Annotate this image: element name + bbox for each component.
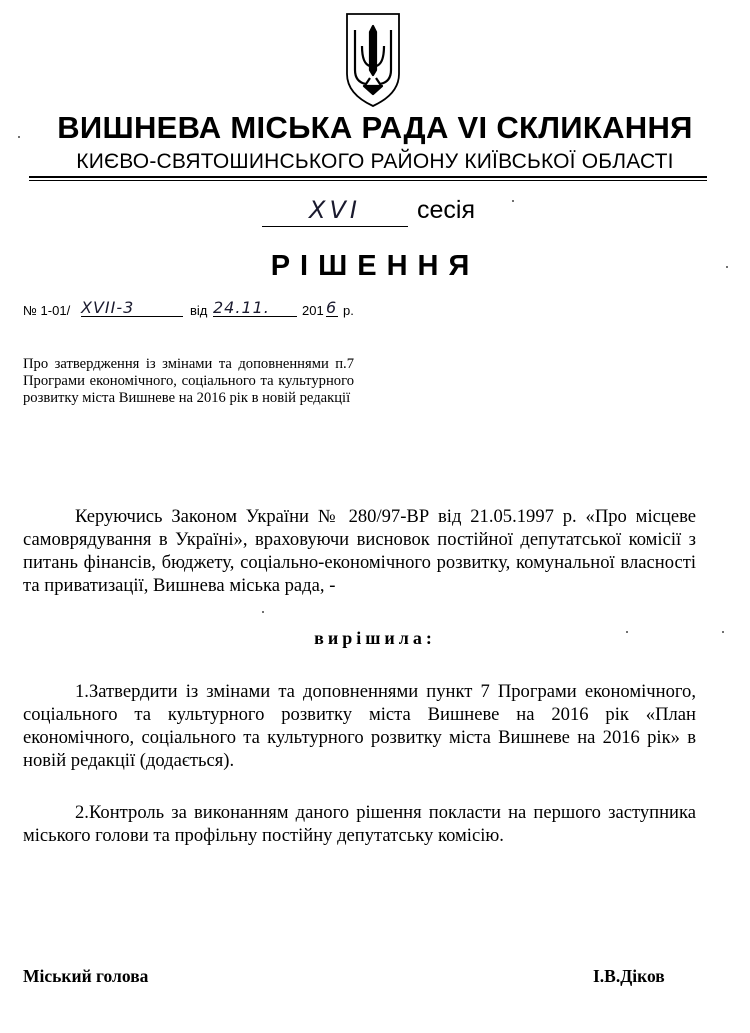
decision-year-suffix: р.	[343, 303, 354, 318]
decision-year-handwritten: 6	[326, 298, 338, 317]
trident-coat-of-arms-icon	[344, 12, 402, 108]
scan-speck	[18, 136, 20, 138]
decision-date-prefix: від	[190, 303, 208, 318]
signature-role: Міський голова	[23, 966, 149, 986]
decision-number-handwritten: XVII-3	[81, 298, 183, 317]
decision-item-2: 2.Контроль за виконанням даного рішення покласти на першого заступника міського голови та профільну постійну депутатську комісію.	[23, 802, 696, 846]
session-label: сесія	[417, 196, 475, 224]
header-divider-thin	[29, 180, 707, 181]
scan-speck	[512, 200, 514, 202]
council-title: ВИШНЕВА МІСЬКА РАДА VI СКЛИКАННЯ	[57, 110, 693, 145]
decision-number-prefix: № 1-01/	[23, 303, 71, 318]
decision-subject: Про затвердження із змінами та доповненнями п.7 Програми економічного, соціального та культурного розвитку міста Вишневе на 2016 рік в новій редакції	[23, 356, 354, 406]
decision-year-prefix: 201	[302, 303, 324, 318]
decision-title: РІШЕННЯ	[270, 250, 480, 282]
decision-number-line	[23, 298, 383, 320]
scan-speck	[726, 266, 728, 268]
decision-date-handwritten: 24.11.	[213, 298, 297, 317]
preamble-paragraph: Керуючись Законом України № 280/97-ВР від 21.05.1997 р. «Про місцеве самоврядування в Україні», враховуючи висновок постійної депутатської комісії з питань фінансів, бюджету, соціально-економічного розвитку, комунальної власності та приватизації, Вишнева міська рада, -	[23, 506, 696, 596]
scan-speck	[626, 631, 628, 633]
session-number-handwritten: XVI	[262, 196, 408, 227]
council-subtitle: КИЄВО-СВЯТОШИНСЬКОГО РАЙОНУ КИЇВСЬКОЇ ОБЛАСТІ	[76, 150, 674, 173]
decision-item-1: 1.Затвердити із змінами та доповненнями пункт 7 Програми економічного, соціального та культурного розвитку міста Вишневе на 2016 рік «План економічного, соціального та культурного розвитку міста Вишневе на 2016 рік» в новій редакції (додається).	[23, 681, 696, 771]
session-line	[262, 196, 502, 230]
scan-speck	[262, 611, 264, 613]
signature-name: І.В.Діков	[593, 966, 665, 986]
scan-speck	[722, 631, 724, 633]
resolved-heading: вирішила:	[314, 628, 436, 648]
header-divider	[29, 176, 707, 178]
